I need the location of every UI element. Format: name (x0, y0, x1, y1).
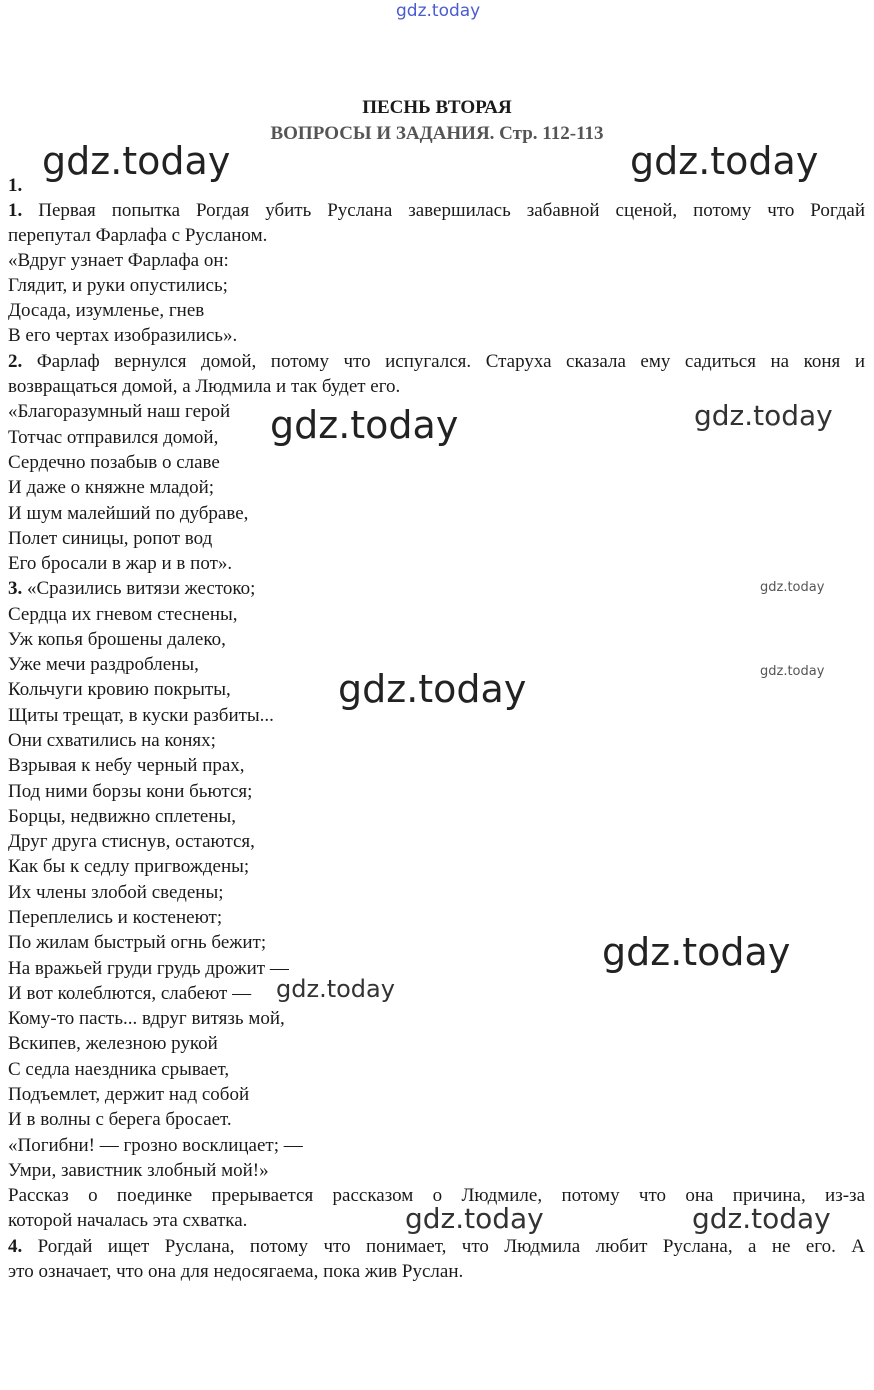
quote-line: Полет синицы, ропот вод (8, 528, 213, 549)
quote-line: Подъемлет, держит над собой (8, 1084, 250, 1105)
quote-line: Сердца их гневом стеснены, (8, 604, 238, 625)
quote-line: Они схватились на конях; (8, 730, 216, 751)
quote-line: Их члены злобой сведены; (8, 882, 224, 903)
answer-4-line: 4. Рогдай ищет Руслана, потому что понимает, что Людмила любит Руслана, а не его. А (8, 1236, 865, 1257)
watermark: gdz.today (602, 930, 791, 974)
quote-line: В его чертах изобразились». (8, 325, 238, 346)
quote-line: Друг друга стиснув, остаются, (8, 831, 255, 852)
quote-line: «Погибни! — грозно восклицает; — (8, 1135, 303, 1156)
quote-line: Уж копья брошены далеко, (8, 629, 226, 650)
answer-number: 2. (8, 351, 23, 372)
quote-line: Его бросали в жар и в пот». (8, 553, 233, 574)
quote-line: Досада, изумленье, гнев (8, 300, 205, 321)
quote-line: Глядит, и руки опустились; (8, 275, 228, 296)
quote-line: И вот колеблются, слабеют — (8, 983, 252, 1004)
section-subtitle: ВОПРОСЫ И ЗАДАНИЯ. Стр. 112-113 (270, 123, 604, 144)
quote-line: Как бы к седлу пригвождены; (8, 856, 250, 877)
quote-line: «Благоразумный наш герой (8, 401, 231, 422)
quote-line: Под ними борзы кони бьются; (8, 781, 253, 802)
quote-line: Тотчас отправился домой, (8, 427, 219, 448)
quote-line: И в волны с берега бросает. (8, 1109, 232, 1130)
quote-line: Борцы, недвижно сплетены, (8, 806, 236, 827)
answer-3-line: 3. «Сразились витязи жестоко; (8, 578, 256, 599)
quote-line: Сердечно позабыв о славе (8, 452, 220, 473)
quote-line: Переплелись и костенеют; (8, 907, 223, 928)
quote-line: Вскипев, железною рукой (8, 1033, 218, 1054)
watermark: gdz.today (760, 580, 825, 595)
quote-line: Щиты трещат, в куски разбиты... (8, 705, 274, 726)
quote-line: «Вдруг узнает Фарлафа он: (8, 250, 229, 271)
section-marker: 1. (8, 175, 23, 196)
watermark: gdz.today (692, 1202, 831, 1235)
quote-line: И даже о княжне младой; (8, 477, 215, 498)
quote-line: На вражьей груди грудь дрожит — (8, 958, 289, 979)
quote-line: Кому-то пасть... вдруг витязь мой, (8, 1008, 285, 1029)
watermark: gdz.today (405, 1202, 544, 1235)
answer-1-line: перепутал Фарлафа с Русланом. (8, 225, 268, 246)
answer-3-line: которой началась эта схватка. (8, 1210, 248, 1231)
answer-number: 1. (8, 200, 23, 221)
watermark: gdz.today (630, 139, 819, 183)
answer-3-line: Рассказ о поединке прерывается рассказом о Людмиле, потому что она причина, из-за (8, 1185, 865, 1206)
watermark: gdz.today (694, 399, 833, 432)
answer-4-line: это означает, что она для недосягаема, пока жив Руслан. (8, 1261, 464, 1282)
quote-line: По жилам быстрый огнь бежит; (8, 932, 267, 953)
answer-1-line: 1. Первая попытка Рогдая убить Руслана завершилась забавной сценой, потому что Рогдай (8, 200, 865, 221)
quote-line: Кольчуги кровию покрыты, (8, 679, 231, 700)
watermark: gdz.today (276, 975, 395, 1003)
watermark: gdz.today (42, 139, 231, 183)
answer-2-line: возвращаться домой, а Людмила и так будет его. (8, 376, 401, 397)
quote-line: И шум малейший по дубраве, (8, 503, 249, 524)
watermark: gdz.today (338, 667, 527, 711)
quote-line: С седла наездника срывает, (8, 1059, 230, 1080)
quote-line: Уже мечи раздроблены, (8, 654, 199, 675)
watermark-top: gdz.today (396, 1, 481, 21)
answer-number: 4. (8, 1236, 23, 1257)
answer-2-line: 2. Фарлаф вернулся домой, потому что испугался. Старуха сказала ему садиться на коня и (8, 351, 865, 372)
watermark: gdz.today (270, 403, 459, 447)
section-title: ПЕСНЬ ВТОРАЯ (362, 97, 512, 118)
watermark: gdz.today (760, 664, 825, 679)
quote-line: Умри, завистник злобный мой!» (8, 1160, 269, 1181)
answer-number: 3. (8, 578, 23, 599)
quote-line: Взрывая к небу черный прах, (8, 755, 245, 776)
